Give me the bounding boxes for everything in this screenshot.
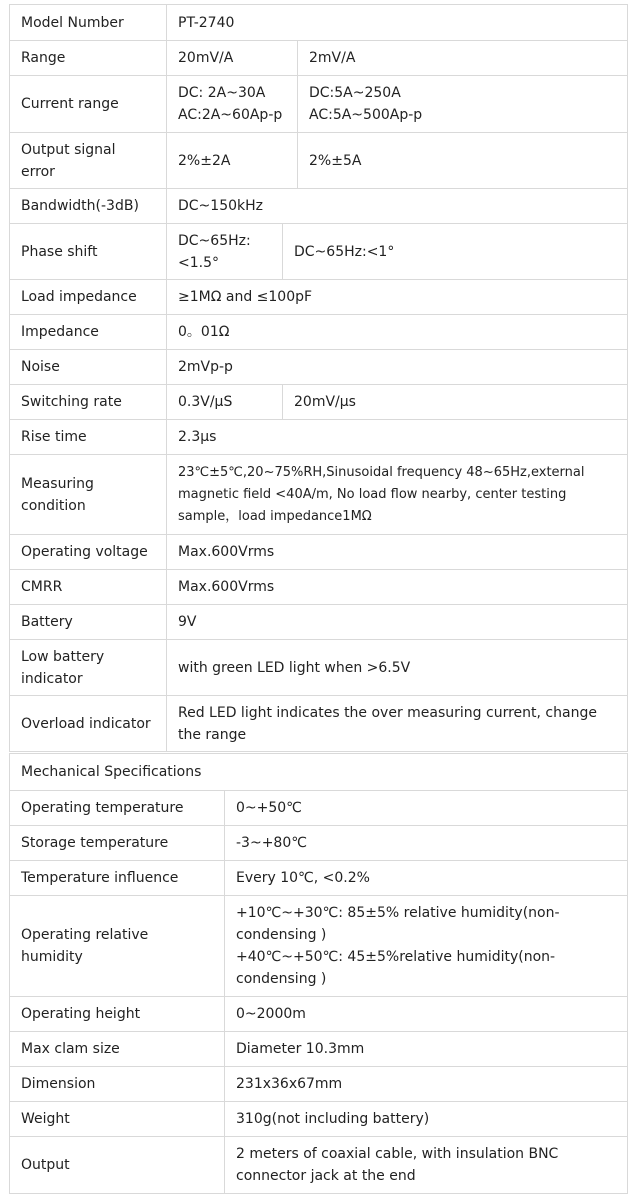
value-phase-shift-b: DC~65Hz:<1° (283, 224, 628, 280)
label-battery: Battery (10, 605, 167, 640)
value-dimension: 231x36x67mm (225, 1067, 628, 1102)
value-output (225, 1137, 628, 1194)
table-row (10, 696, 628, 752)
text-line: 2 meters of coaxial cable, with insulation BNC (236, 1146, 559, 1162)
table-row (10, 1067, 628, 1102)
text-line: DC~65Hz: (178, 232, 251, 249)
label-output: Output (10, 1137, 225, 1194)
text-line: Output signal (21, 141, 116, 158)
table-row (10, 385, 628, 420)
value-noise: 2mVp-p (167, 350, 628, 385)
text-line: <1.5° (178, 254, 219, 271)
label-switching-rate: Switching rate (10, 385, 167, 420)
value-range-b: 2mV/A (298, 41, 628, 76)
table-row (10, 420, 628, 455)
label-temperature-influence: Temperature influence (10, 861, 225, 896)
label-low-battery (10, 640, 167, 696)
value-switching-rate-b: 20mV/μs (283, 385, 628, 420)
table-row (10, 133, 628, 189)
table-row (10, 1137, 628, 1194)
value-max-clamp-size: Diameter 10.3mm (225, 1032, 628, 1067)
value-output-error-a: 2%±2A (167, 133, 298, 189)
value-switching-rate-a: 0.3V/μS (167, 385, 283, 420)
label-current-range: Current range (10, 76, 167, 133)
text-line: 23℃±5℃,20~75%RH,Sinusoidal frequency 48~65Hz,external (178, 464, 585, 480)
label-cmrr: CMRR (10, 570, 167, 605)
text-line: Red LED light indicates the over measuring current, change (178, 704, 597, 721)
text-line: +10℃~+30℃: 85±5% relative humidity(non- (236, 905, 560, 921)
text-line: Low battery (21, 648, 105, 665)
text-line: DC: 2A~30A (178, 85, 266, 101)
value-battery: 9V (167, 605, 628, 640)
value-operating-temperature: 0~+50℃ (225, 791, 628, 826)
text-line: condition (21, 497, 86, 514)
label-phase-shift: Phase shift (10, 224, 167, 280)
table-row (10, 640, 628, 696)
text-line: condensing ) (236, 971, 327, 987)
section-title-mechanical: Mechanical Specifications (10, 754, 628, 791)
label-range: Range (10, 41, 167, 76)
table-row (10, 997, 628, 1032)
value-low-battery: with green LED light when >6.5V (167, 640, 628, 696)
text-line: AC:2A~60Ap-p (178, 107, 283, 123)
label-noise: Noise (10, 350, 167, 385)
text-line: condensing ) (236, 927, 327, 943)
value-weight: 310g(not including battery) (225, 1102, 628, 1137)
value-rise-time: 2.3μs (167, 420, 628, 455)
spec-table-b (9, 188, 628, 752)
label-load-impedance: Load impedance (10, 280, 167, 315)
value-cmrr: Max.600Vrms (167, 570, 628, 605)
text-line: +40℃~+50℃: 45±5%relative humidity(non- (236, 949, 556, 965)
label-bandwidth: Bandwidth(-3dB) (10, 189, 167, 224)
value-current-range-a (167, 76, 298, 133)
table-row (10, 189, 628, 224)
text-line: magnetic field <40A/m, No load flow nearby, center testing (178, 486, 567, 502)
table-row (10, 791, 628, 826)
value-bandwidth: DC~150kHz (167, 189, 628, 224)
value-phase-shift-a (167, 224, 283, 280)
text-line: sample，load impedance1MΩ (178, 508, 372, 524)
table-row (10, 754, 628, 791)
table-row (10, 455, 628, 535)
spec-table-a (9, 4, 628, 189)
mechanical-table (9, 790, 628, 1194)
text-line: the range (178, 726, 247, 743)
value-operating-humidity (225, 896, 628, 997)
label-weight: Weight (10, 1102, 225, 1137)
mechanical-header-table (9, 753, 628, 791)
value-storage-temperature: -3~+80℃ (225, 826, 628, 861)
value-measuring-condition (167, 455, 628, 535)
table-row (10, 605, 628, 640)
table-row (10, 826, 628, 861)
label-measuring-condition (10, 455, 167, 535)
label-model-number: Model Number (10, 5, 167, 41)
label-output-signal-error (10, 133, 167, 189)
text-line: AC:5A~500Ap-p (309, 107, 423, 123)
text-line: indicator (21, 670, 83, 687)
value-operating-height: 0~2000m (225, 997, 628, 1032)
value-model-number: PT-2740 (167, 5, 628, 41)
table-row (10, 570, 628, 605)
table-row (10, 76, 628, 133)
value-temperature-influence: Every 10℃, <0.2% (225, 861, 628, 896)
label-operating-voltage: Operating voltage (10, 535, 167, 570)
text-line: connector jack at the end (236, 1168, 416, 1184)
label-storage-temperature: Storage temperature (10, 826, 225, 861)
table-row (10, 5, 628, 41)
table-row (10, 224, 628, 280)
label-dimension: Dimension (10, 1067, 225, 1102)
value-overload-indicator (167, 696, 628, 752)
label-operating-humidity: Operating relative humidity (10, 896, 225, 997)
label-rise-time: Rise time (10, 420, 167, 455)
text-line: Measuring (21, 475, 94, 492)
label-overload-indicator: Overload indicator (10, 696, 167, 752)
value-range-a: 20mV/A (167, 41, 298, 76)
table-row (10, 896, 628, 997)
table-row (10, 1102, 628, 1137)
value-current-range-b (298, 76, 628, 133)
table-row (10, 315, 628, 350)
text-line: error (21, 163, 55, 180)
label-operating-temperature: Operating temperature (10, 791, 225, 826)
value-operating-voltage: Max.600Vrms (167, 535, 628, 570)
label-operating-height: Operating height (10, 997, 225, 1032)
table-row (10, 535, 628, 570)
table-row (10, 280, 628, 315)
label-max-clamp-size: Max clam size (10, 1032, 225, 1067)
value-output-error-b: 2%±5A (298, 133, 628, 189)
table-row (10, 41, 628, 76)
table-row (10, 861, 628, 896)
value-load-impedance: ≥1MΩ and ≤100pF (167, 280, 628, 315)
text-line: DC:5A~250A (309, 85, 401, 101)
label-impedance: Impedance (10, 315, 167, 350)
table-row (10, 1032, 628, 1067)
value-impedance: 0。01Ω (167, 315, 628, 350)
table-row (10, 350, 628, 385)
